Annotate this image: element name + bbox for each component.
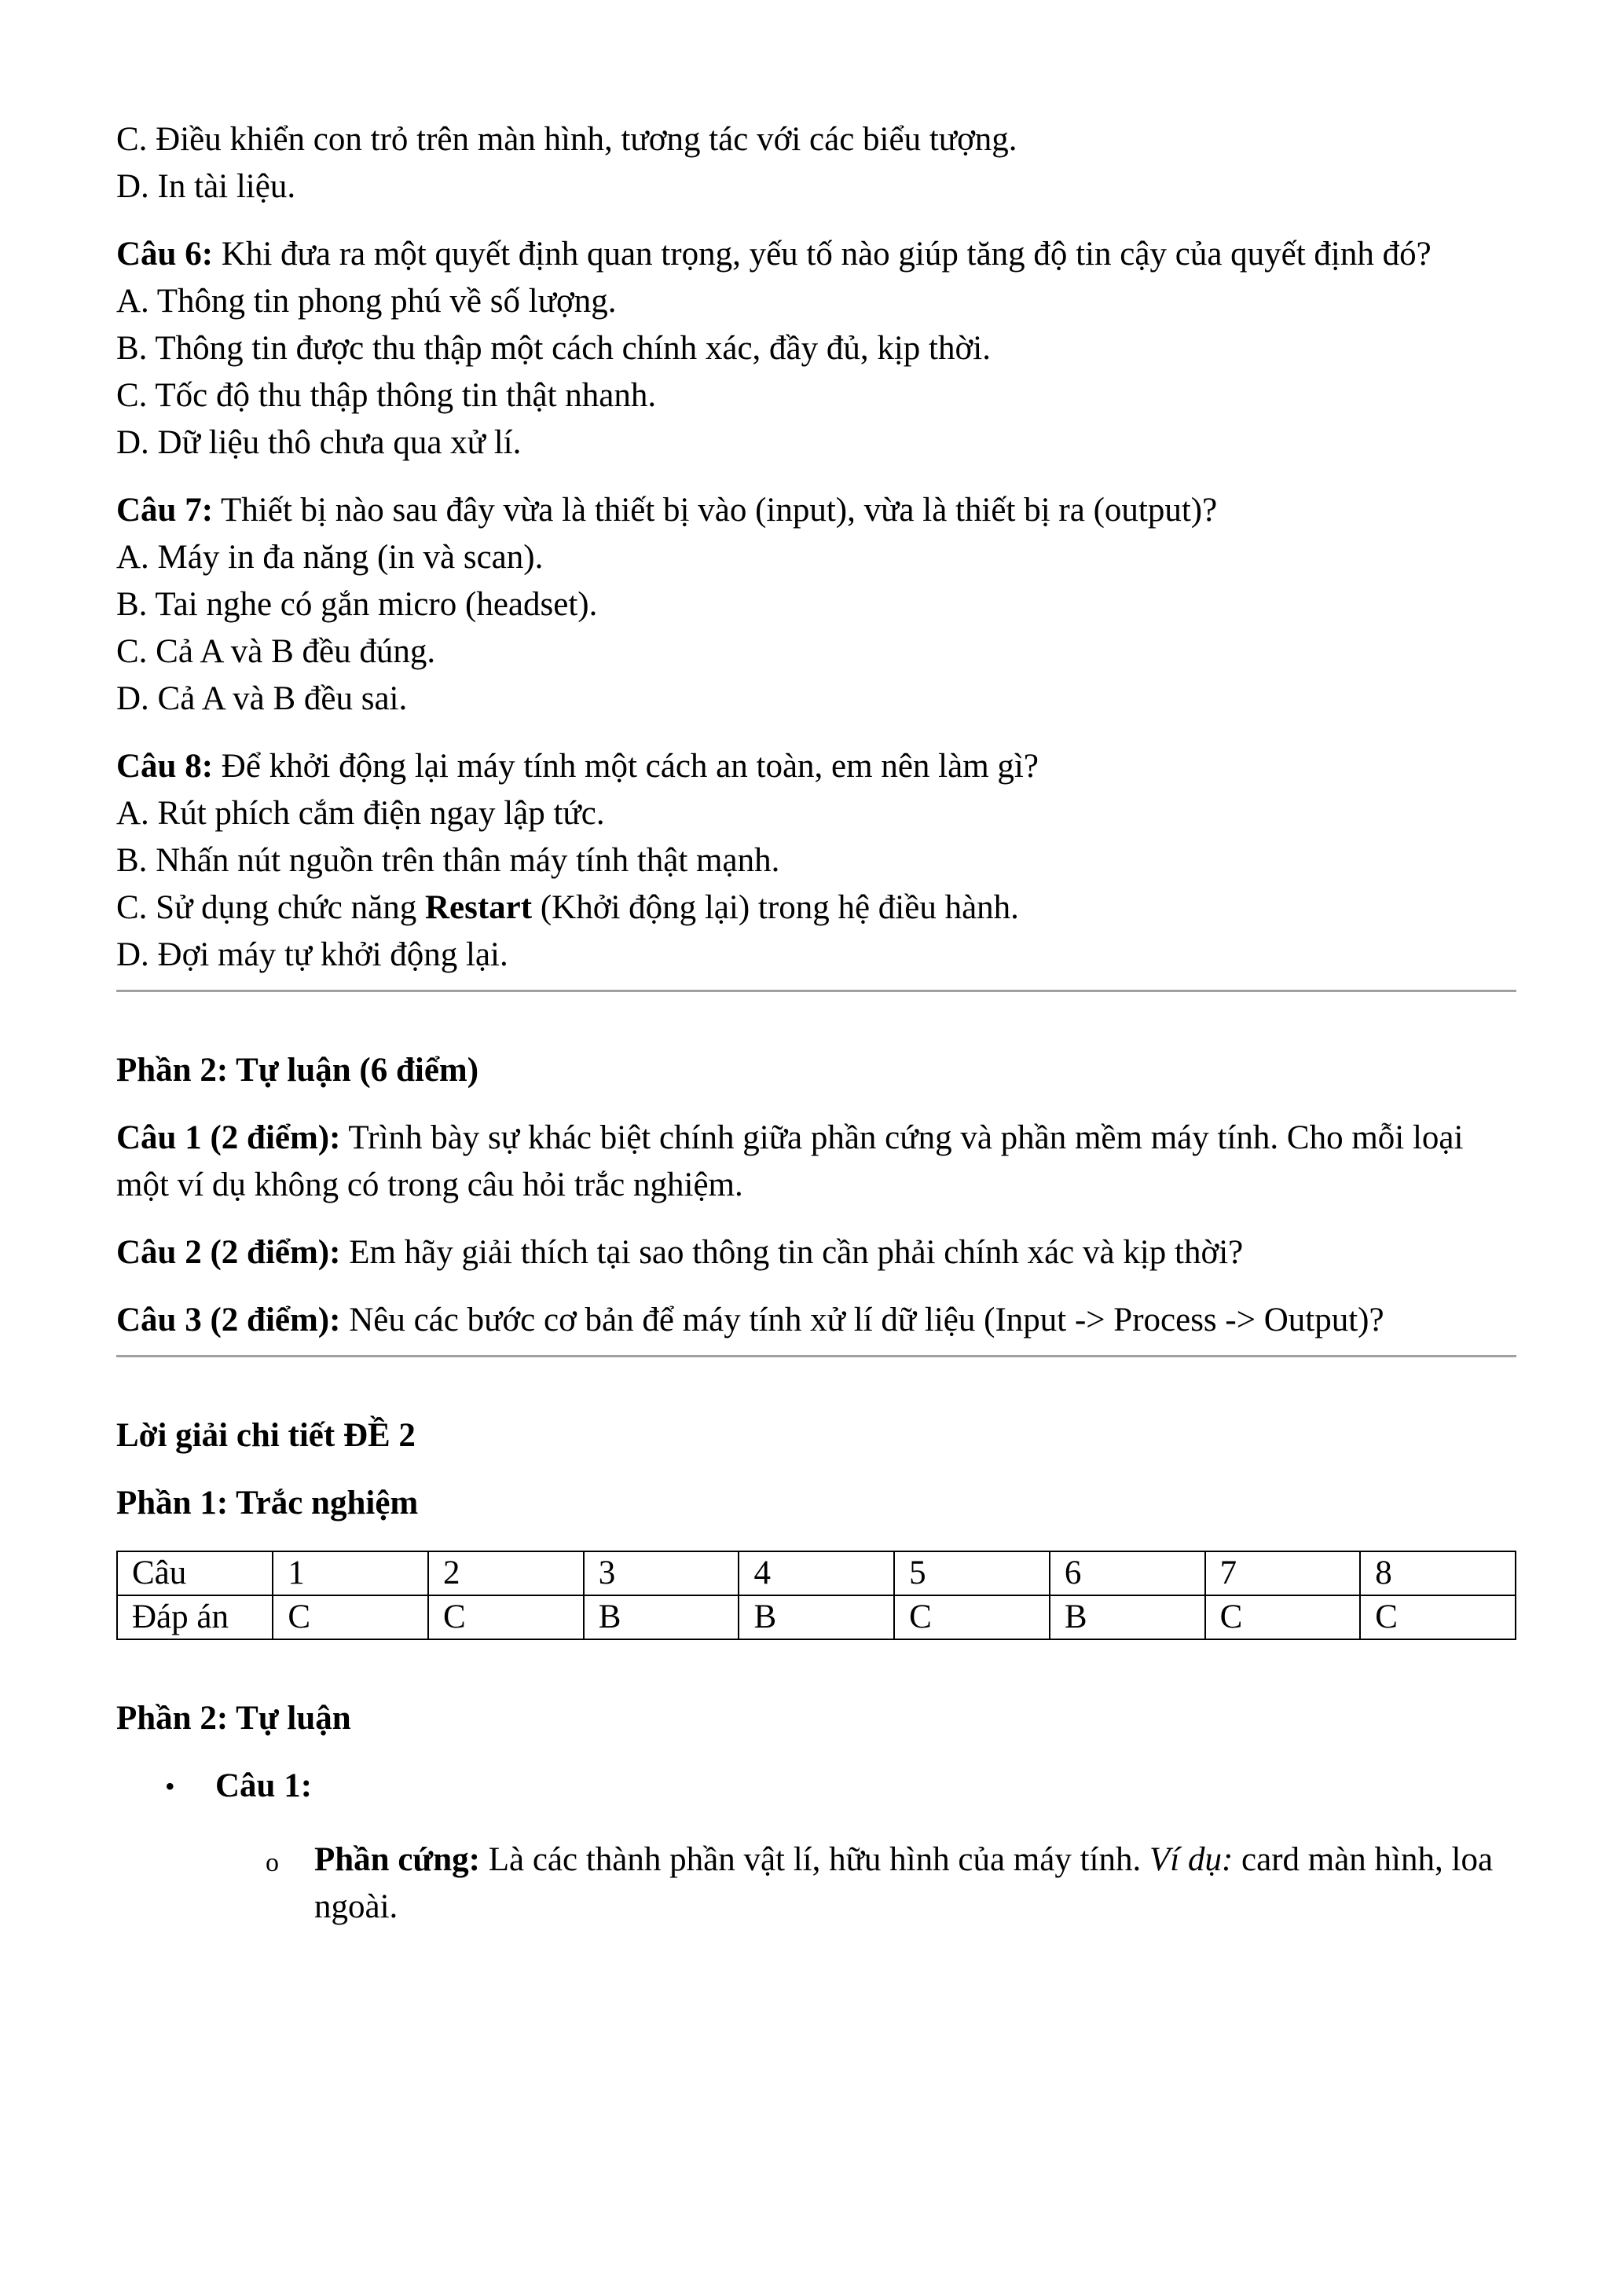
q7-option-c: C. Cả A và B đều đúng. bbox=[116, 633, 436, 670]
question-6-label: Câu 6: bbox=[116, 236, 214, 273]
question-8 bbox=[116, 743, 1516, 790]
q8-option-c-suffix: (Khởi động lại) trong hệ điều hành. bbox=[532, 889, 1019, 926]
table-cell-question: 7 bbox=[1205, 1551, 1361, 1595]
hardware-label: Phần cứng: bbox=[314, 1841, 480, 1878]
question-8-label: Câu 8: bbox=[116, 748, 214, 785]
q8-option-c-prefix: C. Sử dụng chức năng bbox=[116, 889, 425, 926]
q8-option-d: D. Đợi máy tự khởi động lại. bbox=[116, 936, 508, 973]
table-header-cell: Câu bbox=[117, 1551, 273, 1595]
table-row-answers bbox=[117, 1595, 1516, 1639]
q8-option-a: A. Rút phích cắm điện ngay lập tức. bbox=[116, 795, 605, 832]
q7-option-a: A. Máy in đa năng (in và scan). bbox=[116, 539, 544, 576]
essay-question-1-text: Trình bày sự khác biệt chính giữa phần cứng và phần mềm máy tính. Cho mỗi loại một ví dụ không có trong câu hỏi trắc nghiệm. bbox=[116, 1119, 1464, 1203]
q5-option-c: C. Điều khiển con trỏ trên màn hình, tương tác với các biểu tượng. bbox=[116, 121, 1017, 158]
q5-option-d: D. In tài liệu. bbox=[116, 168, 296, 205]
q7-option-b: B. Tai nghe có gắn micro (headset). bbox=[116, 586, 598, 623]
list-item-cau1 bbox=[116, 1763, 1516, 1931]
solution-part2-heading: Phần 2: Tự luận bbox=[116, 1700, 351, 1737]
question-6-text: Khi đưa ra một quyết định quan trọng, yếu tố nào giúp tăng độ tin cậy của quyết định đó? bbox=[213, 236, 1432, 273]
table-cell-question: 6 bbox=[1050, 1551, 1205, 1595]
table-cell-answer: C bbox=[1360, 1595, 1516, 1639]
essay-question-1 bbox=[116, 1115, 1516, 1209]
table-header-cell: Đáp án bbox=[117, 1595, 273, 1639]
table-cell-answer: B bbox=[739, 1595, 894, 1639]
q7-option-d: D. Cả A và B đều sai. bbox=[116, 680, 408, 717]
example-label: Ví dụ: bbox=[1149, 1841, 1234, 1878]
table-cell-answer: C bbox=[1205, 1595, 1361, 1639]
table-cell-answer: C bbox=[428, 1595, 584, 1639]
answer-table bbox=[116, 1551, 1516, 1640]
cau1-sublist bbox=[215, 1836, 1516, 1931]
circle-bullet-icon: o bbox=[266, 1848, 279, 1877]
essay-question-3 bbox=[116, 1297, 1516, 1344]
essay-question-3-label: Câu 3 (2 điểm): bbox=[116, 1302, 341, 1338]
section-divider bbox=[116, 990, 1516, 992]
solution-title: Lời giải chi tiết ĐỀ 2 bbox=[116, 1417, 416, 1454]
cau1-label: Câu 1: bbox=[215, 1767, 313, 1804]
table-row-questions bbox=[117, 1551, 1516, 1595]
question-7 bbox=[116, 487, 1516, 534]
part2-heading: Phần 2: Tự luận (6 điểm) bbox=[116, 1052, 479, 1089]
q8-option-c bbox=[116, 884, 1516, 932]
table-cell-answer: B bbox=[1050, 1595, 1205, 1639]
question-6 bbox=[116, 231, 1516, 278]
hardware-text: Là các thành phần vật lí, hữu hình của máy tính. bbox=[479, 1841, 1149, 1878]
table-cell-question: 4 bbox=[739, 1551, 894, 1595]
essay-question-2-text: Em hãy giải thích tại sao thông tin cần phải chính xác và kịp thời? bbox=[340, 1234, 1244, 1271]
example-text: card màn hình, loa ngoài. bbox=[314, 1841, 1494, 1925]
table-cell-answer: C bbox=[273, 1595, 428, 1639]
table-cell-answer: C bbox=[894, 1595, 1050, 1639]
q6-option-c: C. Tốc độ thu thập thông tin thật nhanh. bbox=[116, 377, 657, 414]
list-item-hardware bbox=[116, 1836, 1516, 1931]
essay-question-1-label: Câu 1 (2 điểm): bbox=[116, 1119, 341, 1156]
q6-option-b: B. Thông tin được thu thập một cách chính xác, đầy đủ, kịp thời. bbox=[116, 330, 991, 367]
essay-question-2 bbox=[116, 1229, 1516, 1276]
essay-question-2-label: Câu 2 (2 điểm): bbox=[116, 1234, 341, 1271]
essay-question-3-text: Nêu các bước cơ bản để máy tính xử lí dữ liệu (Input -> Process -> Output)? bbox=[340, 1302, 1384, 1338]
table-cell-question: 2 bbox=[428, 1551, 584, 1595]
section-divider bbox=[116, 1355, 1516, 1357]
table-cell-answer: B bbox=[584, 1595, 739, 1639]
question-7-label: Câu 7: bbox=[116, 492, 214, 529]
table-cell-question: 1 bbox=[273, 1551, 428, 1595]
q6-option-d: D. Dữ liệu thô chưa qua xử lí. bbox=[116, 424, 522, 461]
document-page bbox=[116, 116, 1516, 1931]
q6-option-a: A. Thông tin phong phú về số lượng. bbox=[116, 283, 617, 320]
table-cell-question: 3 bbox=[584, 1551, 739, 1595]
table-cell-question: 8 bbox=[1360, 1551, 1516, 1595]
solution-part1-heading: Phần 1: Trắc nghiệm bbox=[116, 1485, 419, 1522]
q8-option-b: B. Nhấn nút nguồn trên thân máy tính thật mạnh. bbox=[116, 842, 780, 879]
table-cell-question: 5 bbox=[894, 1551, 1050, 1595]
bullet-icon: • bbox=[165, 1771, 175, 1802]
question-8-text: Để khởi động lại máy tính một cách an toàn, em nên làm gì? bbox=[213, 748, 1039, 785]
question-7-text: Thiết bị nào sau đây vừa là thiết bị vào (input), vừa là thiết bị ra (output)? bbox=[213, 492, 1218, 529]
solution-list bbox=[116, 1763, 1516, 1931]
q8-option-c-bold: Restart bbox=[424, 889, 533, 926]
